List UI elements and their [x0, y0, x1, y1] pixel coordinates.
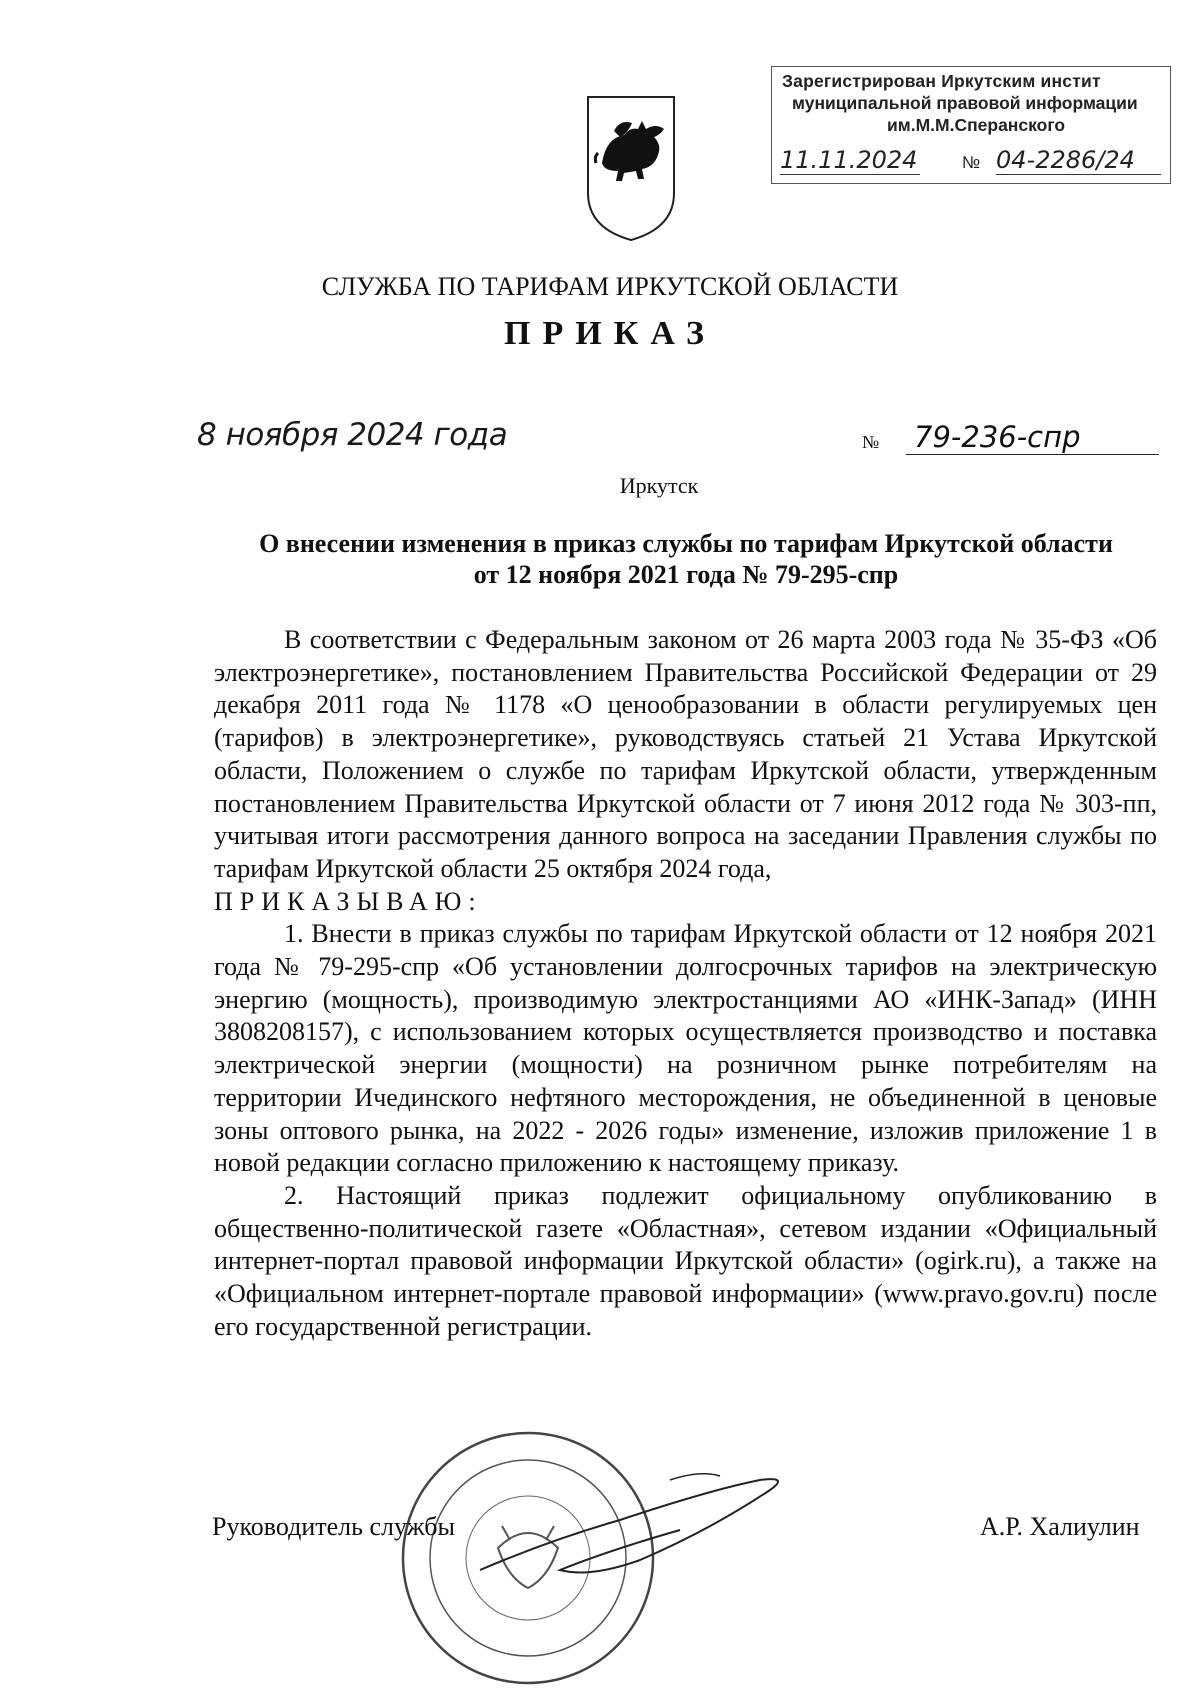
signatory-name: А.Р. Халиулин — [980, 1512, 1140, 1541]
registration-stamp-line-2: муниципальной правовой информации — [792, 93, 1138, 113]
document-title-line-1: О внесении изменения в приказ службы по тарифам Иркутской области — [259, 529, 1113, 558]
order-word: ПРИКАЗЫВАЮ: — [214, 886, 483, 916]
signatory-role: Руководитель службы — [212, 1512, 455, 1541]
handwritten-signature-icon — [470, 1450, 800, 1590]
order-date-handwritten: 8 ноября 2024 года — [197, 417, 508, 453]
document-title — [210, 528, 1162, 590]
document-title-line-2: от 12 ноября 2021 года № 79-295-спр — [473, 560, 899, 589]
registration-number: 04-2286/24 — [996, 146, 1161, 175]
order-item-1: 1. Внести в приказ службы по тарифам Иркутской области от 12 ноября 2021 года № 79-295-спр «Об установлении долгосрочных тарифов на электрическую энергию (мощность), производимую электростанциями АО «ИНК-Запад» (ИНН 3808208157), с использованием которых осуществляется производство и поставка электрической энергии (мощности) на розничном рынке потребителям на территории Ичединского нефтяного месторождения, не объединенной в ценовые зоны оптового рынка, на 2022 - 2026 годы» изменение, изложив приложение 1 в новой редакции согласно приложению к настоящему приказу. — [214, 919, 1157, 1178]
registration-stamp — [771, 66, 1171, 184]
city: Иркутск — [619, 473, 699, 498]
order-item-2: 2. Настоящий приказ подлежит официальному опубликованию в общественно-политической газете «Областная», сетевом издании «Официальный интернет-портал правовой информации Иркутской области» (ogirk.ru), а также на «Официальном интернет-портале правовой информации» (www.pravo.gov.ru) после его государственной регистрации. — [214, 1180, 1157, 1341]
order-number-sign: № — [862, 432, 880, 452]
document-body — [214, 624, 1157, 1343]
signature — [470, 1450, 800, 1590]
agency-name: СЛУЖБА ПО ТАРИФАМ ИРКУТСКОЙ ОБЛАСТИ — [321, 272, 899, 301]
order-number-handwritten: 79-236-спр — [906, 420, 1159, 455]
registration-stamp-line-3: им.М.М.Сперанского — [887, 115, 1066, 135]
document-type: ПРИКАЗ — [504, 315, 716, 352]
registration-stamp-line-1: Зарегистрирован Иркутским инстит — [782, 71, 1101, 91]
coat-of-arms-emblem — [584, 93, 678, 243]
preamble-paragraph: В соответствии с Федеральным законом от 26 марта 2003 года № 35-ФЗ «Об электроэнергетике», постановлением Правительства Российской Федерации от 29 декабря 2011 года № 1178 «О ценообразовании в области регулируемых цен (тарифов) в электроэнергетике», руководствуясь статьей 21 Устава Иркутской области, Положением о службе по тарифам Иркутской области, утвержденным постановлением Правительства Иркутской области от 7 июня 2012 года № 303-пп, учитывая итоги рассмотрения данного вопроса на заседании Правления службы по тарифам Иркутской области 25 октября 2024 года, — [214, 625, 1157, 883]
registration-date: 11.11.2024 — [780, 146, 920, 175]
registration-number-label: № — [962, 153, 981, 172]
irkutsk-coat-of-arms-icon — [584, 93, 678, 243]
